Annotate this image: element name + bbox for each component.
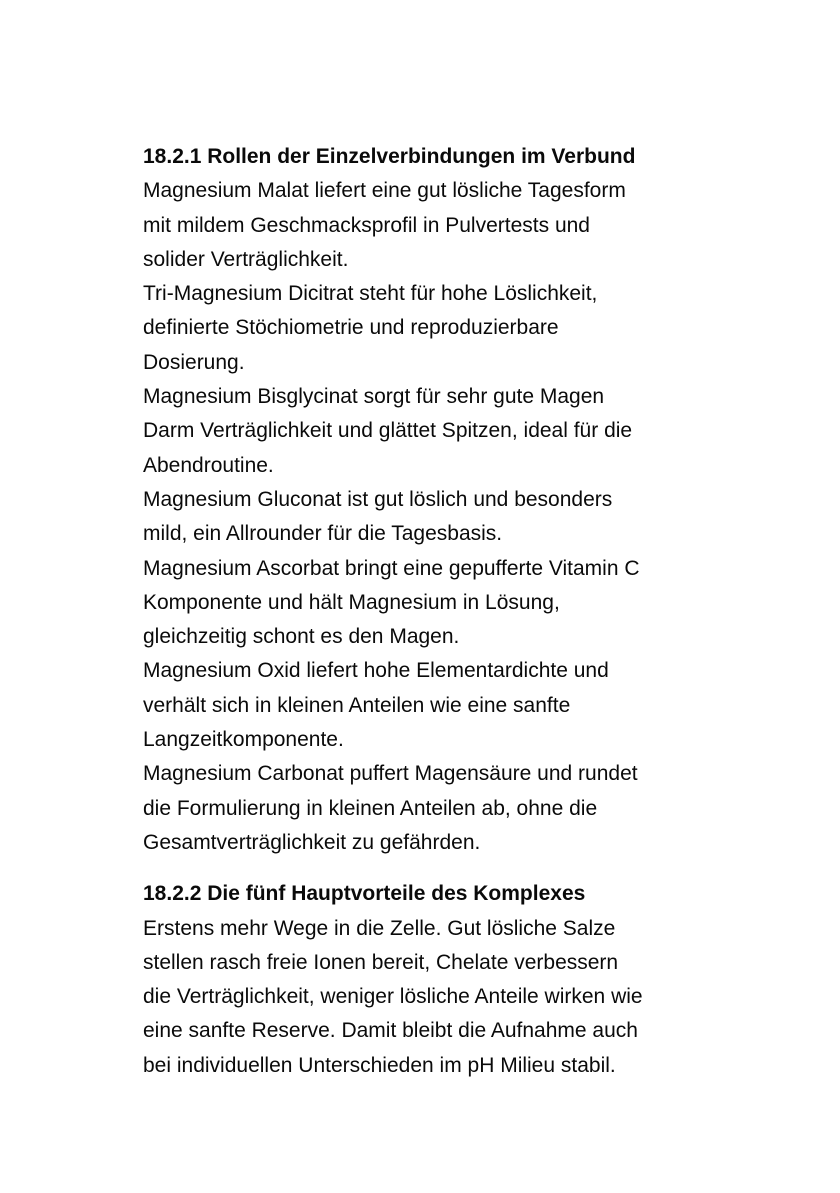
body-line: definierte Stöchiometrie und reproduzierbare: [143, 316, 559, 340]
body-line: Komponente und hält Magnesium in Lösung,: [143, 590, 560, 614]
body-line: eine sanfte Reserve. Damit bleibt die Aufnahme auch: [143, 1019, 638, 1043]
body-line: stellen rasch freie Ionen bereit, Chelate verbessern: [143, 950, 619, 974]
body-line: Tri-Magnesium Dicitrat steht für hohe Löslichkeit,: [143, 282, 598, 306]
body-line: Magnesium Ascorbat bringt eine gepufferte Vitamin C: [143, 556, 640, 580]
body-line: die Formulierung in kleinen Anteilen ab, ohne die: [143, 796, 598, 820]
body-line: Abendroutine.: [143, 453, 274, 477]
body-line: Magnesium Carbonat puffert Magensäure und rundet: [143, 762, 638, 786]
body-line: solider Verträglichkeit.: [143, 247, 349, 271]
document-page: [143, 140, 713, 1083]
body-line: Magnesium Malat liefert eine gut lösliche Tagesform: [143, 179, 626, 203]
body-line: Darm Verträglichkeit und glättet Spitzen, ideal für die: [143, 419, 633, 443]
section-18-2-1: [143, 140, 713, 860]
body-line: Langzeitkomponente.: [143, 728, 344, 752]
body-line: Magnesium Oxid liefert hohe Elementardichte und: [143, 659, 609, 683]
body-line: verhält sich in kleinen Anteilen wie eine sanfte: [143, 693, 571, 717]
section-heading: 18.2.1 Rollen der Einzelverbindungen im Verbund: [143, 145, 636, 168]
body-line: Dosierung.: [143, 350, 245, 374]
body-line: mit mildem Geschmacksprofil in Pulvertests und: [143, 213, 590, 237]
body-line: die Verträglichkeit, weniger lösliche Anteile wirken wie: [143, 985, 643, 1009]
body-line: Gesamtverträglichkeit zu gefährden.: [143, 830, 481, 854]
body-line: gleichzeitig schont es den Magen.: [143, 625, 460, 649]
section-18-2-2: [143, 877, 713, 1083]
body-line: Magnesium Gluconat ist gut löslich und besonders: [143, 487, 613, 511]
body-line: mild, ein Allrounder für die Tagesbasis.: [143, 522, 503, 546]
body-line: Magnesium Bisglycinat sorgt für sehr gute Magen: [143, 385, 605, 409]
body-line: bei individuellen Unterschieden im pH Milieu stabil.: [143, 1053, 616, 1077]
body-line: Erstens mehr Wege in die Zelle. Gut lösliche Salze: [143, 916, 616, 940]
section-heading: 18.2.2 Die fünf Hauptvorteile des Komplexes: [143, 882, 586, 906]
